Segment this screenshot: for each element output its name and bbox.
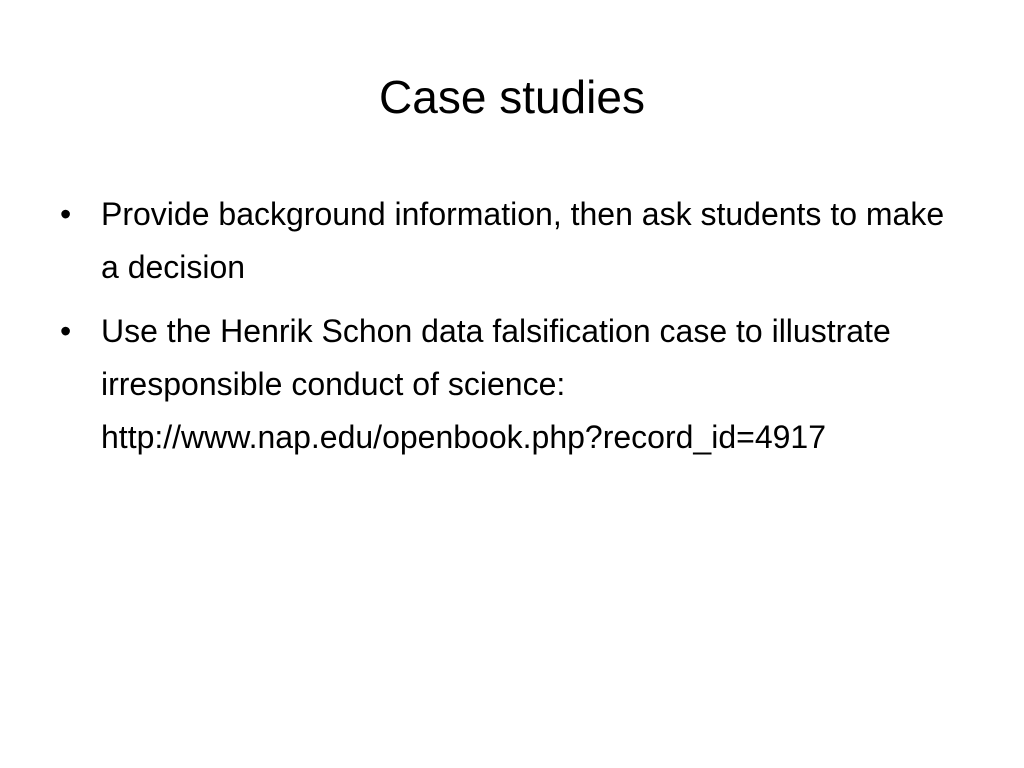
bullet-dot-icon: •: [60, 196, 72, 232]
bullet-item: [60, 305, 970, 464]
bullet-text: Provide background information, then ask students to make a decision: [101, 196, 945, 285]
bullet-list: [60, 188, 970, 475]
bullet-dot-icon: •: [60, 313, 72, 349]
bullet-text: Use the Henrik Schon data falsification case to illustrate irresponsible conduct of science: http://www.nap.edu/openbook.php?record_id=4917: [101, 313, 891, 455]
bullet-item: [60, 188, 970, 294]
slide-title: Case studies: [379, 71, 645, 123]
